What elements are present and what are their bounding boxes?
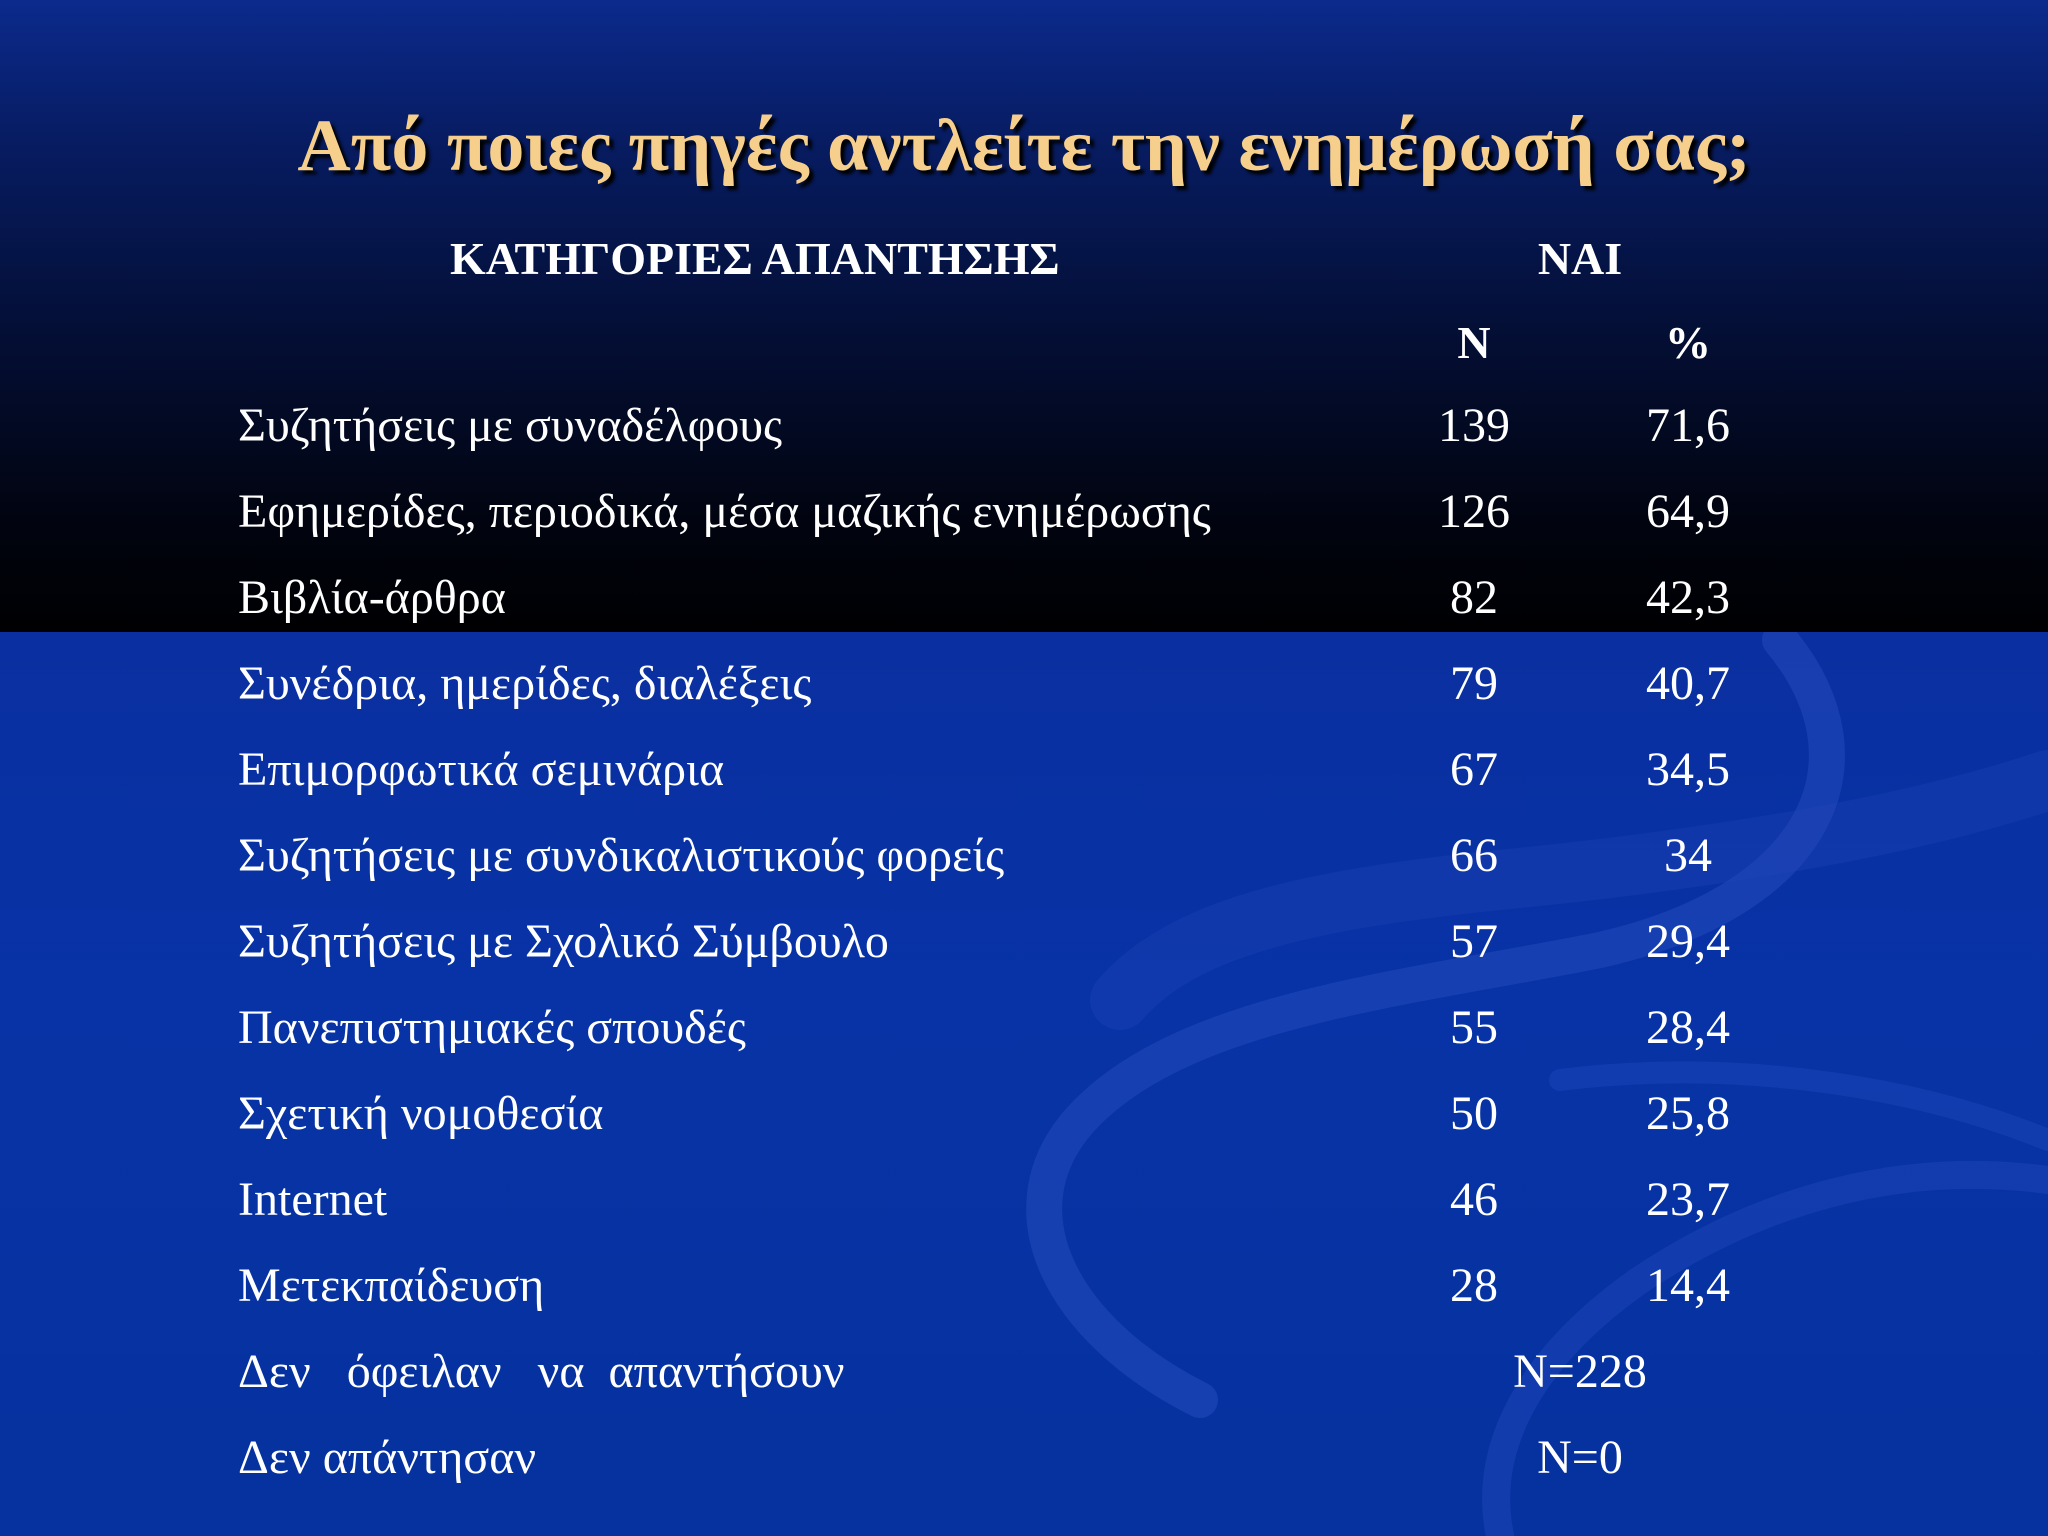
row-percent: 34: [1664, 829, 1712, 882]
row-n: 139: [1438, 399, 1510, 452]
row-percent: 23,7: [1646, 1173, 1730, 1226]
table-row: [0, 829, 2048, 918]
row-percent: 42,3: [1646, 571, 1730, 624]
row-percent: 34,5: [1646, 743, 1730, 796]
row-label: Συνέδρια, ημερίδες, διαλέξεις: [238, 657, 812, 710]
row-label: Μετεκπαίδευση: [238, 1259, 545, 1312]
row-label: Συζητήσεις με συνδικαλιστικούς φορείς: [238, 829, 1005, 882]
row-label: Σχετική νομοθεσία: [238, 1087, 604, 1140]
table-row: [0, 1087, 2048, 1176]
row-percent: 64,9: [1646, 485, 1730, 538]
row-n: 50: [1450, 1087, 1498, 1140]
row-label: Συζητήσεις με συναδέλφους: [238, 399, 783, 452]
row-percent: 14,4: [1646, 1259, 1730, 1312]
row-percent: 28,4: [1646, 1001, 1730, 1054]
row-label: Επιμορφωτικά σεμινάρια: [238, 743, 725, 796]
row-percent: 71,6: [1646, 399, 1730, 452]
row-n: 57: [1450, 915, 1498, 968]
table-row: [0, 1259, 2048, 1348]
row-n: 46: [1450, 1173, 1498, 1226]
column-header-categories: ΚΑΤΗΓΟΡΙΕΣ ΑΠΑΝΤΗΣΗΣ: [450, 233, 1060, 284]
row-n: 28: [1450, 1259, 1498, 1312]
table-row: [0, 399, 2048, 488]
row-label: Βιβλία-άρθρα: [238, 571, 506, 624]
row-total: N=0: [1537, 1431, 1623, 1484]
row-label: Δεν απάντησαν: [238, 1431, 537, 1484]
row-total: N=228: [1513, 1345, 1647, 1398]
table-row: [0, 657, 2048, 746]
table-row: [0, 743, 2048, 832]
row-label: Πανεπιστημιακές σπουδές: [238, 1001, 746, 1054]
row-n: 66: [1450, 829, 1498, 882]
table-row-no-answer: [0, 1431, 2048, 1520]
row-percent: 25,8: [1646, 1087, 1730, 1140]
row-n: 82: [1450, 571, 1498, 624]
row-label: Εφημερίδες, περιοδικά, μέσα μαζικής ενημέρωσης: [238, 485, 1211, 538]
table-row: [0, 485, 2048, 574]
slide-title: Από ποιες πηγές αντλείτε την ενημέρωσή σας;: [297, 105, 1751, 187]
row-label: Συζητήσεις με Σχολικό Σύμβουλο: [238, 915, 889, 968]
column-header-percent: %: [1665, 317, 1711, 368]
row-label: Δεν όφειλαν να απαντήσουν: [238, 1345, 845, 1398]
row-n: 79: [1450, 657, 1498, 710]
row-percent: 29,4: [1646, 915, 1730, 968]
row-label: Internet: [238, 1173, 388, 1226]
column-header-n: Ν: [1457, 317, 1491, 368]
table-row: [0, 915, 2048, 1004]
table-row: [0, 1173, 2048, 1262]
column-header-yes: ΝΑΙ: [1537, 233, 1623, 284]
table-row: [0, 1001, 2048, 1090]
row-percent: 40,7: [1646, 657, 1730, 710]
table-row: [0, 571, 2048, 660]
row-n: 55: [1450, 1001, 1498, 1054]
row-n: 126: [1438, 485, 1510, 538]
table-row-not-required: [0, 1345, 2048, 1434]
row-n: 67: [1450, 743, 1498, 796]
